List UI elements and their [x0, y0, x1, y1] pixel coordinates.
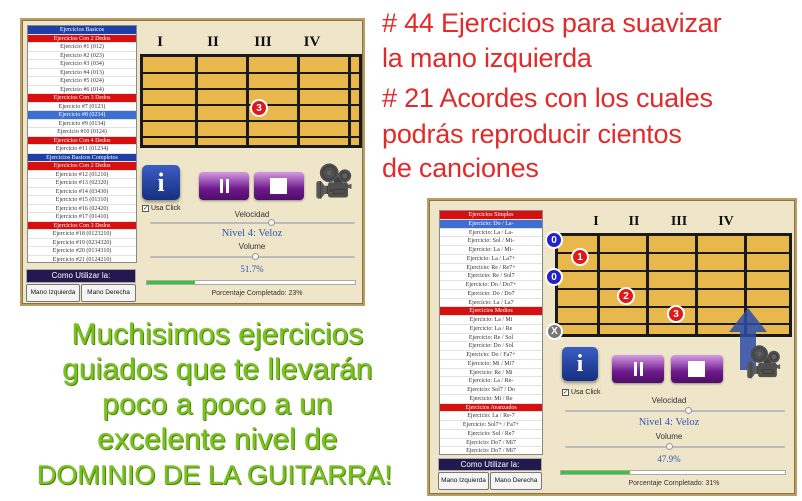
fret-label-1: I	[157, 34, 163, 50]
list-section-header[interactable]: Ejercicios Avanzados	[440, 404, 542, 413]
list-item[interactable]: Ejercicio: La / Mi-	[440, 246, 542, 255]
list-section-header[interactable]: Ejercicios Basicos	[28, 26, 136, 35]
mano-izquierda-button[interactable]: Mano Izquierda	[26, 284, 80, 302]
volume-slider[interactable]	[565, 446, 785, 448]
stop-button[interactable]	[254, 172, 304, 200]
slogan-line-2: guiados que te llevarán	[62, 353, 373, 386]
progress-bar	[560, 470, 786, 475]
list-item[interactable]: Ejercicio #2 (023)	[28, 52, 136, 61]
velocidad-label: Velocidad	[234, 210, 270, 219]
como-utilizar-label: Como Utilizar la:	[26, 269, 136, 283]
list-item[interactable]: Ejercicio: Sol7+ / Fa7+	[440, 421, 542, 430]
fret-label-1: I	[593, 214, 599, 229]
list-item[interactable]: Ejercicio: Sol / Mi-	[440, 237, 542, 246]
mute-string-icon: X	[546, 323, 563, 340]
volume-slider-knob[interactable]	[666, 443, 673, 450]
speed-slider[interactable]	[150, 222, 355, 224]
list-item[interactable]: Ejercicio #12 (01210)	[28, 171, 136, 180]
list-item[interactable]: Ejercicio: Do / Fa7+	[440, 351, 542, 360]
usa-click-checkbox[interactable]: ✓ Usa Click	[143, 205, 181, 212]
list-item[interactable]: Ejercicio: La / La-	[440, 229, 542, 238]
list-item[interactable]: Ejercicio: La / La7	[440, 299, 542, 308]
open-string-dot-1: 0	[545, 231, 563, 249]
pause-button[interactable]	[612, 355, 664, 383]
video-camera-icon[interactable]: 🎥	[314, 163, 354, 199]
open-string-dot-2: 0	[545, 268, 563, 286]
list-item[interactable]: Ejercicio: La / Mi	[440, 316, 542, 325]
list-item[interactable]: Ejercicio: Sol7 / Do	[440, 386, 542, 395]
promo-line-1: # 44 Ejercicios para suavizar	[382, 8, 722, 38]
como-utilizar-label: Como Utilizar la:	[438, 458, 542, 471]
list-section-header[interactable]: Ejercicios Simples	[440, 211, 542, 220]
list-item[interactable]: Ejercicio #6 (014)	[28, 86, 136, 95]
list-item[interactable]: Ejercicio: La / Re-	[440, 377, 542, 386]
list-item[interactable]: Ejercicio #1 (012)	[28, 43, 136, 52]
promo-line-4: podrás reproducir cientos	[382, 119, 682, 149]
list-item[interactable]: Ejercicio: Re / Sol7	[440, 272, 542, 281]
mano-derecha-button[interactable]: Mano Derecha	[490, 472, 542, 490]
fret-label-2: II	[628, 214, 640, 229]
list-item[interactable]: Ejercicio: La / Re-7	[440, 412, 542, 421]
list-item[interactable]: Ejercicio #16 (02420)	[28, 205, 136, 214]
list-item[interactable]: Ejercicio #3 (034)	[28, 60, 136, 69]
list-section-header[interactable]: Ejercicios Medios	[440, 307, 542, 316]
list-item[interactable]: Ejercicio #19 (0234320)	[28, 239, 136, 248]
list-item[interactable]: Ejercicio: Mi / Mi7	[440, 360, 542, 369]
list-item[interactable]: Ejercicio: Do7 / Mi7	[440, 447, 542, 455]
list-item[interactable]: Ejercicio: La / La7+	[440, 255, 542, 264]
list-section-header[interactable]: Ejercicios Con 2 Dedos	[28, 35, 136, 44]
promo-line-2: la mano izquierda	[382, 43, 592, 73]
fretboard-1[interactable]	[140, 54, 362, 148]
list-item[interactable]: Ejercicio: Re / Mi	[440, 369, 542, 378]
list-item[interactable]: Ejercicio #18 (0123210)	[28, 230, 136, 239]
volume-label: Volume	[655, 432, 683, 441]
volume-label: Volume	[238, 242, 266, 251]
volume-value: 47.9%	[657, 454, 681, 464]
list-section-header[interactable]: Ejercicios Con 4 Dedos	[28, 137, 136, 146]
list-item[interactable]: Ejercicio #9 (0134)	[28, 120, 136, 129]
list-item[interactable]: Ejercicio #8 (0234)	[28, 111, 136, 120]
progress-bar	[146, 280, 356, 285]
promo-line-5: de canciones	[382, 153, 539, 183]
speed-slider-knob[interactable]	[685, 407, 692, 414]
list-item[interactable]: Ejercicio #10 (0124)	[28, 128, 136, 137]
volume-slider-knob[interactable]	[252, 253, 259, 260]
list-item[interactable]: Ejercicio: Do / Do7	[440, 290, 542, 299]
list-item[interactable]: Ejercicio #5 (024)	[28, 77, 136, 86]
list-item[interactable]: Ejercicio #15 (01310)	[28, 196, 136, 205]
list-section-header[interactable]: Ejercicios Basicos Completos	[28, 154, 136, 163]
slogan-line-3: poco a poco a un	[102, 388, 333, 421]
list-item[interactable]: Ejercicio #13 (02320)	[28, 179, 136, 188]
speed-slider-knob[interactable]	[268, 219, 275, 226]
list-item[interactable]: Ejercicio #17 (01410)	[28, 213, 136, 222]
list-item[interactable]: Ejercicio: Do / Sol	[440, 342, 542, 351]
list-item[interactable]: Ejercicio #4 (013)	[28, 69, 136, 78]
list-item[interactable]: Ejercicio: Re / Re7+	[440, 264, 542, 273]
slogan-line-4: excelente nivel de	[97, 423, 338, 456]
list-item[interactable]: Ejercicio #21 (0124210)	[28, 256, 136, 264]
stop-button[interactable]	[671, 355, 723, 383]
list-item[interactable]: Ejercicio #7 (0123)	[28, 103, 136, 112]
nivel-label: Nivel 4: Veloz	[638, 417, 700, 428]
nivel-label: Nivel 4: Veloz	[221, 228, 283, 239]
progress-label: Porcentaje Completado: 23%	[211, 290, 303, 297]
list-item[interactable]: Ejercicio: Sol / Re7	[440, 430, 542, 439]
volume-slider[interactable]	[150, 256, 355, 258]
list-item[interactable]: Ejercicio: Mi / Re	[440, 395, 542, 404]
mano-derecha-button[interactable]: Mano Derecha	[81, 284, 136, 302]
finger-dot-1: 1	[571, 248, 589, 266]
promo-line-3: # 21 Acordes con los cuales	[382, 83, 713, 113]
fret-label-4: IV	[303, 34, 321, 50]
list-section-header[interactable]: Ejercicios Con 3 Dedos	[28, 222, 136, 231]
fret-label-3: III	[254, 34, 272, 50]
list-item[interactable]: Ejercicio: Do / La-	[440, 220, 542, 229]
list-item[interactable]: Ejercicio: La / Re	[440, 325, 542, 334]
slogan-line-1: Muchisimos ejercicios	[71, 318, 364, 351]
usa-click-checkbox[interactable]: ✓ Usa Click	[563, 389, 601, 396]
volume-value: 51.7%	[240, 264, 264, 274]
fret-label-4: IV	[718, 214, 734, 229]
list-item[interactable]: Ejercicio: Do / Do7+	[440, 281, 542, 290]
finger-dot-3: 3	[250, 99, 268, 117]
chord-list-2[interactable]	[439, 210, 543, 455]
finger-dot-2: 2	[617, 287, 635, 305]
list-item[interactable]: Ejercicio #11 (01234)	[28, 145, 136, 154]
app-window-2	[427, 198, 797, 496]
velocidad-label: Velocidad	[651, 396, 687, 405]
list-section-header[interactable]: Ejercicios Con 3 Dedos	[28, 94, 136, 103]
list-item[interactable]: Ejercicio: Re / Sol	[440, 334, 542, 343]
app-window-1	[20, 18, 365, 306]
speed-slider[interactable]	[565, 410, 785, 412]
list-item[interactable]: Ejercicio #20 (0134310)	[28, 247, 136, 256]
progress-label: Porcentaje Completado: 31%	[628, 480, 720, 487]
info-button[interactable]: i	[142, 165, 180, 200]
list-item[interactable]: Ejercicio: Do7 / Mi7	[440, 439, 542, 448]
finger-dot-3: 3	[667, 305, 685, 323]
video-camera-icon[interactable]: 🎥	[745, 346, 783, 379]
info-button[interactable]: i	[562, 347, 598, 381]
slogan-line-5: DOMINIO DE LA GUITARRA!	[36, 460, 393, 490]
fret-label-3: III	[670, 214, 688, 229]
exercise-list-1[interactable]	[27, 25, 137, 263]
list-section-header[interactable]: Ejercicios Con 2 Dedos	[28, 162, 136, 171]
fret-label-2: II	[207, 34, 219, 50]
list-item[interactable]: Ejercicio #14 (03430)	[28, 188, 136, 197]
pause-button[interactable]	[199, 172, 249, 200]
mano-izquierda-button[interactable]: Mano Izquierda	[438, 472, 489, 490]
